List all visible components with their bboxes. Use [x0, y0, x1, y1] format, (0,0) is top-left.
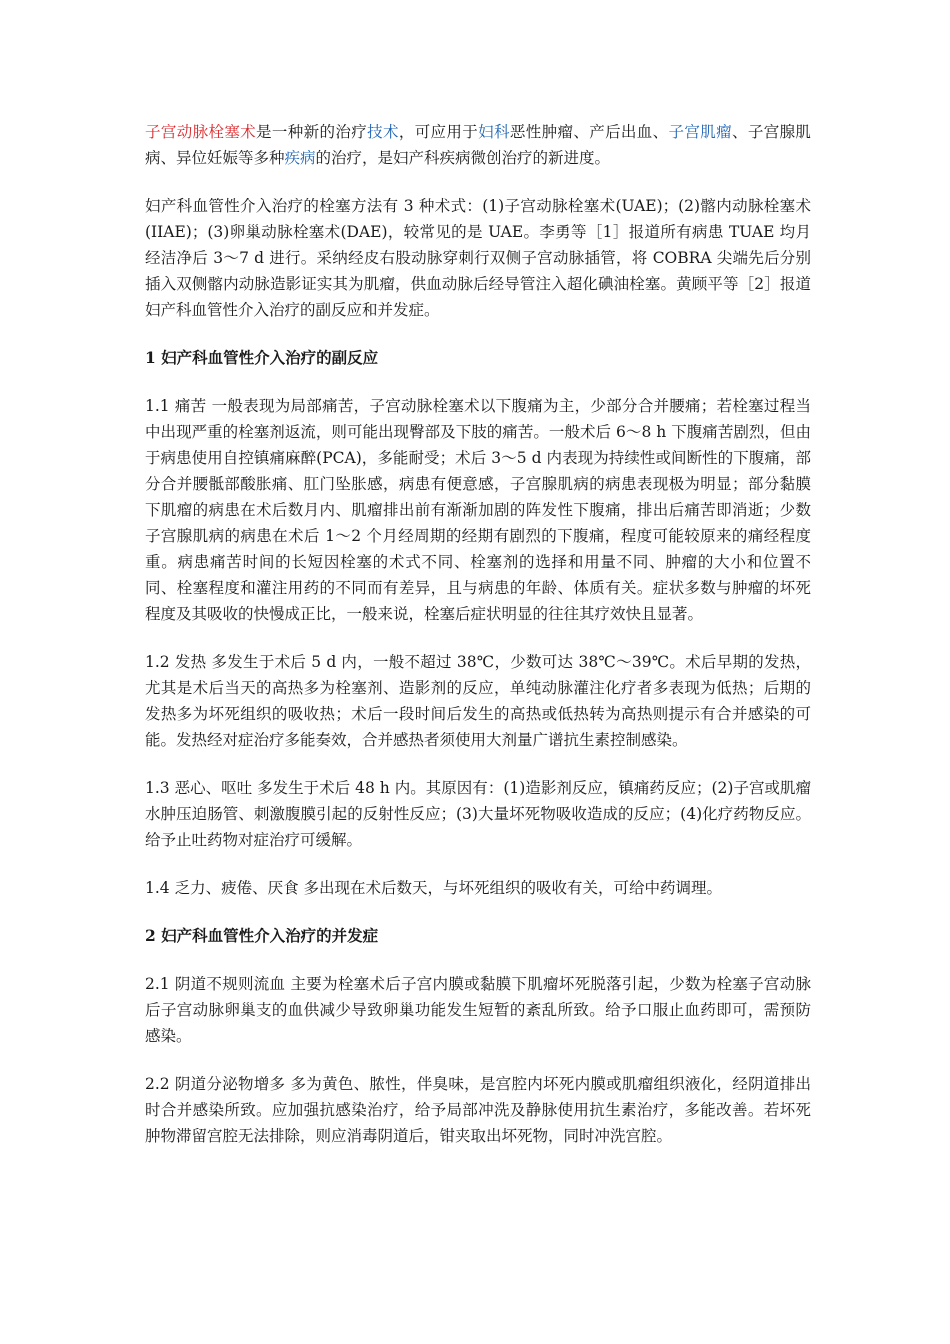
- paragraph-2-1-bleeding: 2.1 阴道不规则流血 主要为栓塞术后子宫内膜或黏膜下肌瘤坏死脱落引起，少数为栓塞子宫动脉后子宫动脉卵巢支的血供减少导致卵巢功能发生短暂的紊乱所致。给予口服止血药即可，需预防感染。: [145, 975, 811, 1045]
- section-heading-complications: 2 妇产科血管性介入治疗的并发症: [145, 926, 379, 945]
- paragraph-1-4-fatigue: 1.4 乏力、疲倦、厌食 多出现在术后数天，与坏死组织的吸收有关，可给中药调理。: [145, 879, 723, 897]
- document-page: [145, 119, 811, 1171]
- intro-text-3: 恶性肿瘤、产后出血、: [509, 123, 669, 141]
- link-uterine-fibroids[interactable]: 子宫肌瘤: [668, 123, 732, 141]
- paragraph-1-2-fever: 1.2 发热 多发生于术后 5 d 内，一般不超过 38℃，少数可达 38℃～39℃。术后早期的发热，尤其是术后当天的高热多为栓塞剂、造影剂的反应，单纯动脉灌注化疗者多表现为低热；后期的发热多为坏死组织的吸收热；术后一段时间后发生的高热或低热转为高热则提示有合并感染的可能。发热经对症治疗多能奏效，合并感热者须使用大剂量广谱抗生素控制感染。: [145, 653, 811, 749]
- intro-paragraph: [145, 119, 811, 171]
- intro-text-2: ，可应用于: [398, 123, 479, 141]
- link-gynecology[interactable]: 妇科: [478, 123, 510, 141]
- link-uterine-artery-embolization[interactable]: 子宫动脉栓塞术: [145, 123, 257, 141]
- paragraph-1-1-pain: 1.1 痛苦 一般表现为局部痛苦，子宫动脉栓塞术以下腹痛为主，少部分合并腰痛；若栓塞过程当中出现严重的栓塞剂返流，则可能出现臀部及下肢的痛苦。一般术后 6～8 h 下腹痛苦剧烈，但由于病患使用自控镇痛麻醉(PCA)，多能耐受；术后 3～5 d 内表现为持续性或间断性的下腹痛，部分合并腰骶部酸胀痛、肛门坠胀感，病患有便意感，子宫腺肌病的病患表现极为明显；部分黏膜下肌瘤的病患在术后数月内、肌瘤排出前有渐渐加剧的阵发性下腹痛，排出后痛苦即消逝；少数子宫腺肌病的病患在术后 1～2 个月经周期的经期有剧烈的下腹痛，程度可能较原来的痛经程度重。病患痛苦时间的长短因栓塞的术式不同、栓塞剂的选择和用量不同、肿瘤的大小和位置不同、栓塞程度和灌注用药的不同而有差异，且与病患的年龄、体质有关。症状多数与肿瘤的坏死程度及其吸收的快慢成正比，一般来说，栓塞后症状明显的往往其疗效快且显著。: [145, 397, 811, 623]
- intro-text-5: 的治疗，是妇产科疾病微创治疗的新进度。: [315, 149, 611, 167]
- paragraph-1-3-nausea: 1.3 恶心、呕吐 多发生于术后 48 h 内。其原因有：(1)造影剂反应，镇痛药反应；(2)子宫或肌瘤水肿压迫肠管、刺激腹膜引起的反射性反应；(3)大量坏死物吸收造成的反应；(4)化疗药物反应。给予止吐药物对症治疗可缓解。: [145, 779, 811, 849]
- paragraph-embolization-methods: 妇产科血管性介入治疗的栓塞方法有 3 种术式：(1)子宫动脉栓塞术(UAE)；(2)髂内动脉栓塞术(IIAE)；(3)卵巢动脉栓塞术(DAE)，较常见的是 UAE。李勇等［1］报道所有病患 TUAE 均月经洁净后 3～7 d 进行。采纳经皮右股动脉穿刺行双侧子宫动脉插管，将 COBRA 尖端先后分别插入双侧髂内动脉造影证实其为肌瘤，供血动脉后经导管注入超化碘油栓塞。黄顾平等［2］报道妇产科血管性介入治疗的副反应和并发症。: [145, 197, 811, 319]
- intro-text-1: 是一种新的治疗: [256, 123, 368, 141]
- paragraph-2-2-discharge: 2.2 阴道分泌物增多 多为黄色、脓性，伴臭味，是宫腔内坏死内膜或肌瘤组织液化，经阴道排出时合并感染所致。应加强抗感染治疗，给予局部冲洗及静脉使用抗生素治疗，多能改善。若坏死肿物滞留宫腔无法排除，则应消毒阴道后，钳夹取出坏死物，同时冲洗宫腔。: [145, 1075, 811, 1145]
- section-heading-side-effects: 1 妇产科血管性介入治疗的副反应: [145, 348, 379, 367]
- intro-text-4: 、子宫腺肌病、异位妊娠等多种: [145, 123, 811, 167]
- link-disease[interactable]: 疾病: [284, 149, 316, 167]
- link-technology[interactable]: 技术: [367, 123, 399, 141]
